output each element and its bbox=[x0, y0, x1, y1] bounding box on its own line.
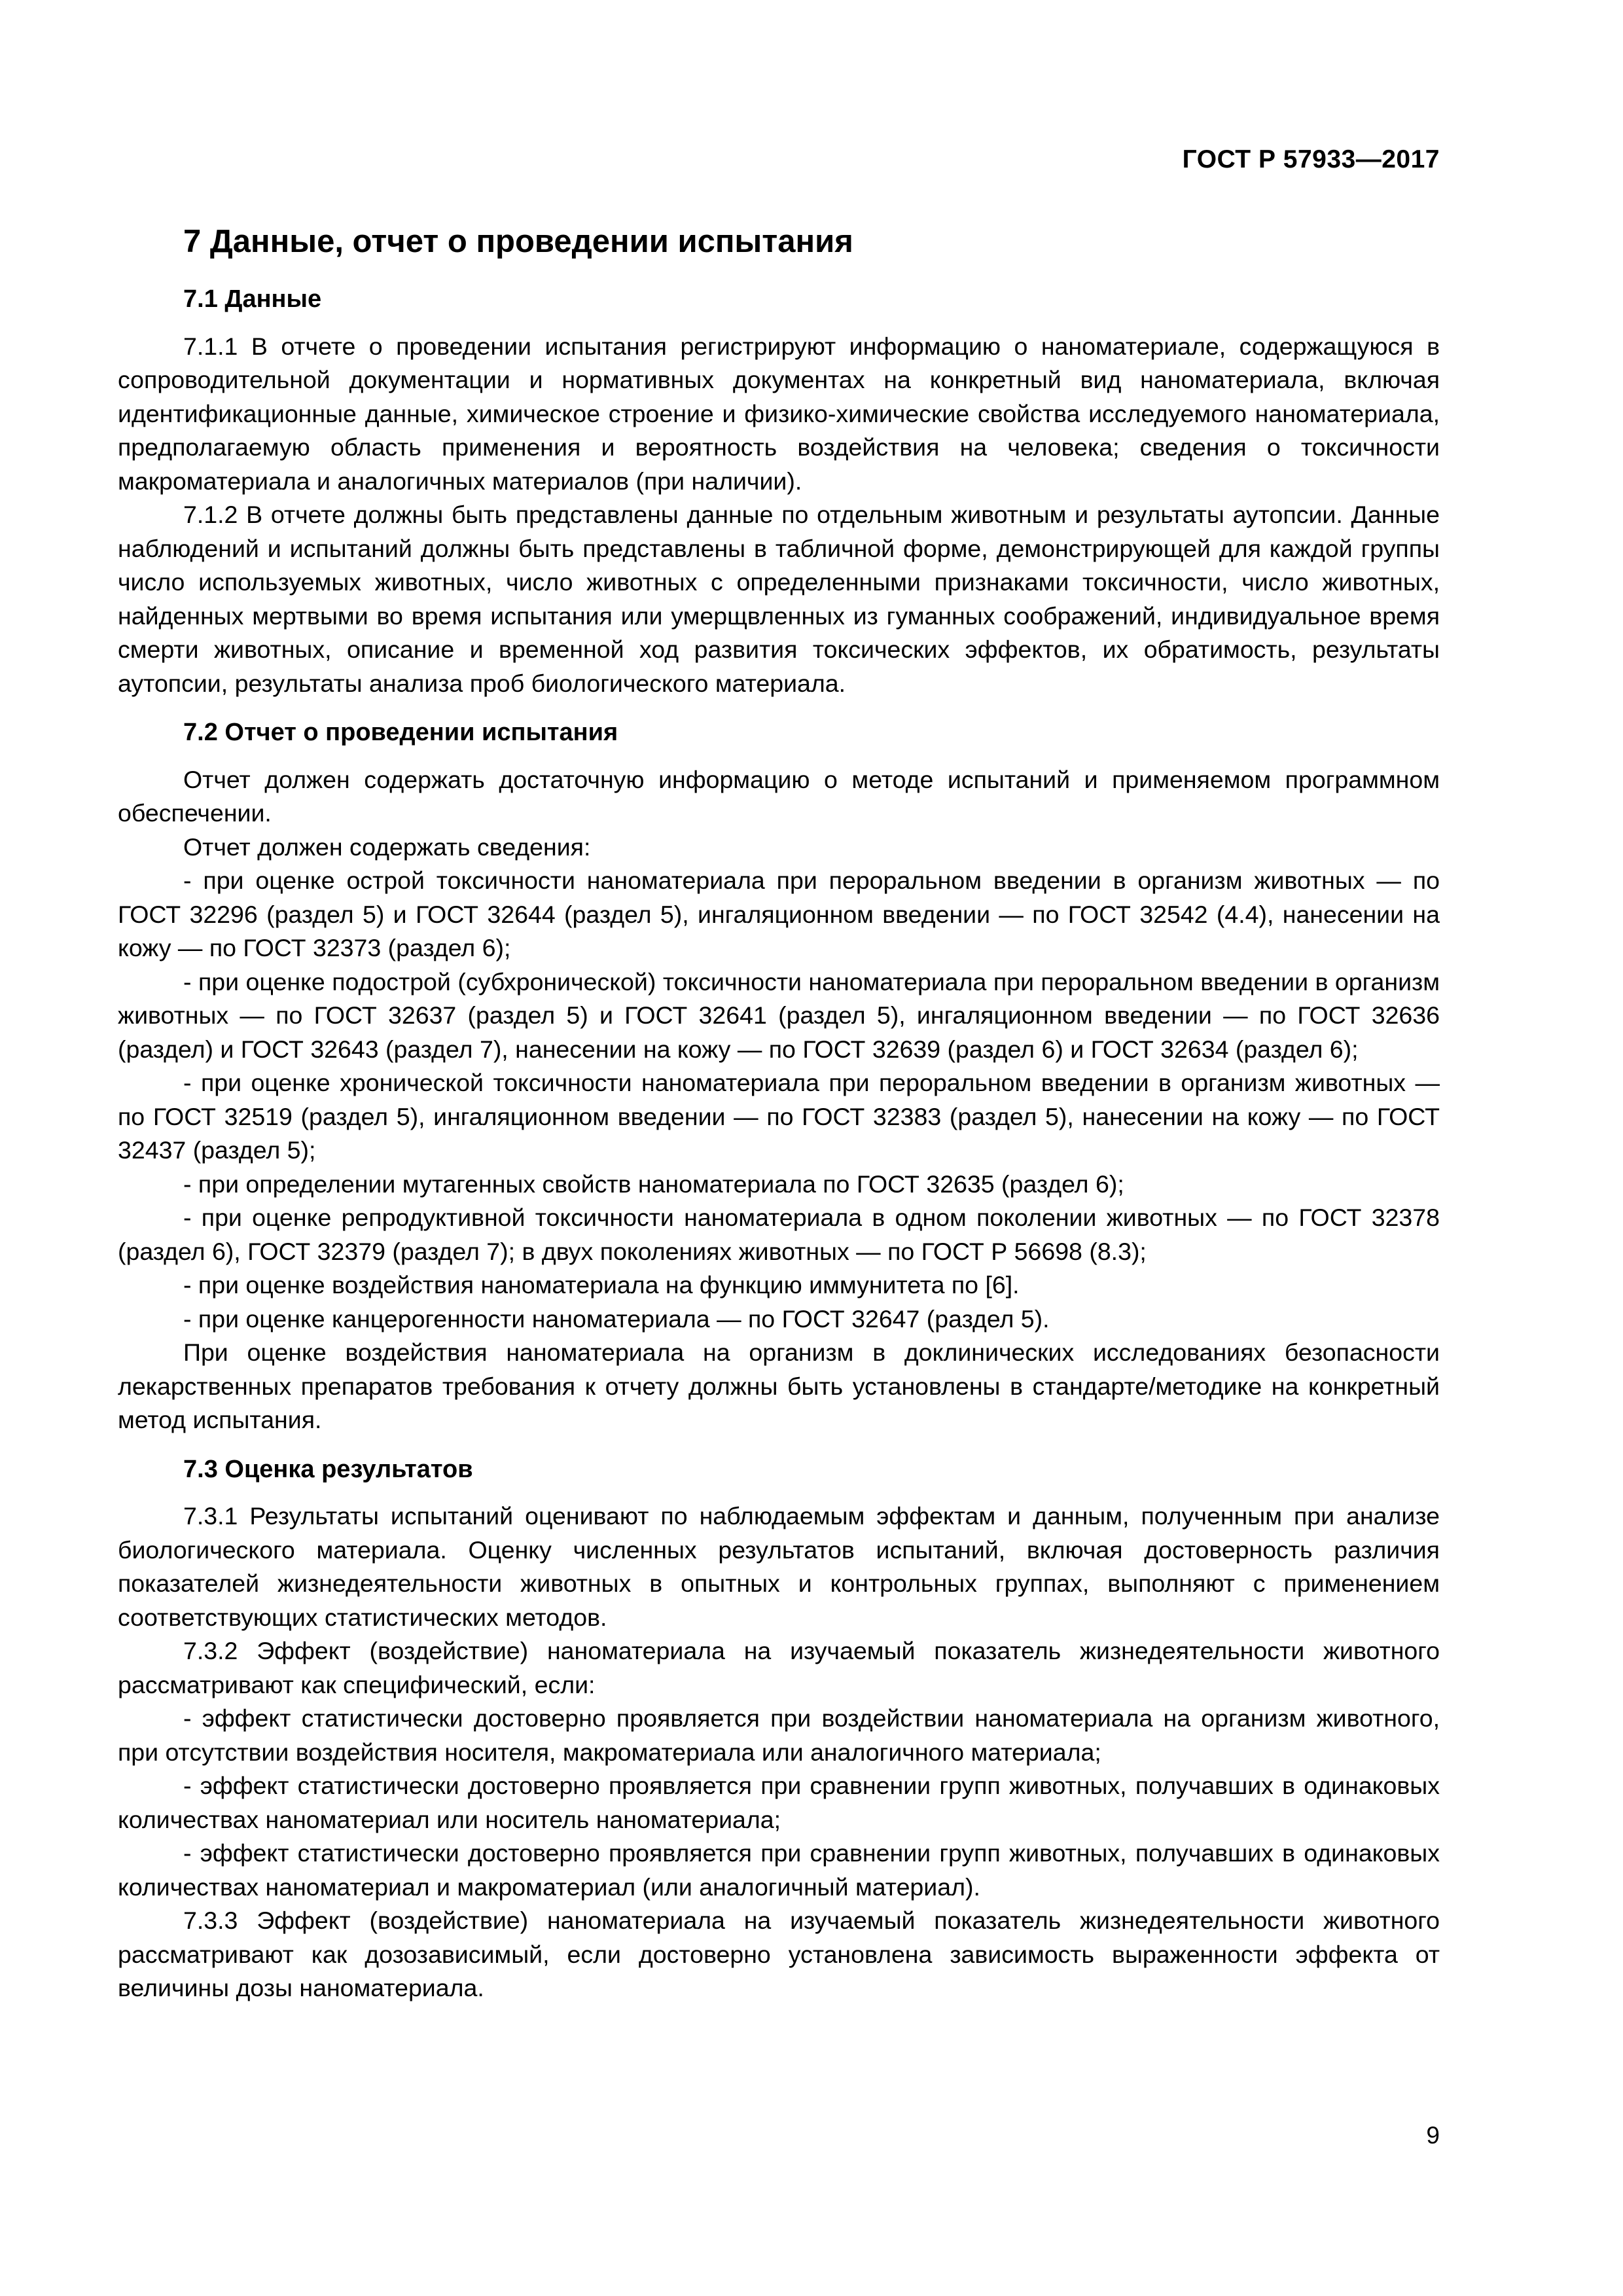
paragraph-7-3-3: 7.3.3 Эффект (воздействие) наноматериала на изучаемый показатель жизнедеятельности животного рассматривают как дозозависимый, если достоверно установлена зависимость выраженности эффекта от величины дозы наноматериала. bbox=[118, 1907, 1440, 2001]
list-item: - при оценке канцерогенности наноматериала — по ГОСТ 32647 (раздел 5). bbox=[183, 1304, 1050, 1333]
paragraph-7-2-intro: Отчет должен содержать достаточную информацию о методе испытаний и применяемом программном обеспечении. bbox=[118, 765, 1440, 827]
paragraph-7-2-list-lead: Отчет должен содержать сведения: bbox=[183, 833, 591, 861]
paragraph-7-3-2: 7.3.2 Эффект (воздействие) наноматериала на изучаемый показатель жизнедеятельности животного рассматривают как специфический, если: bbox=[118, 1637, 1440, 1698]
list-item: - при оценке острой токсичности наноматериала при пероральном введении в организм животных — по ГОСТ 32296 (раздел 5) и ГОСТ 32644 (раздел 5), ингаляционном введении — по ГОСТ 32542 (4.4), нанесении на кожу — по ГОСТ 32373 (раздел 6); bbox=[118, 867, 1440, 961]
subsection-heading-7-2: 7.2 Отчет о проведении испытания bbox=[183, 719, 618, 746]
list-item: - при оценке воздействия наноматериала на функцию иммунитета по [6]. bbox=[183, 1271, 1020, 1299]
document-page bbox=[118, 0, 1440, 2296]
list-item: - эффект статистически достоверно проявляется при воздействии наноматериала на организм животного, при отсутствии воздействия носителя, макроматериала или аналогичного материала; bbox=[118, 1704, 1440, 1766]
paragraph-7-1-1: 7.1.1 В отчете о проведении испытания регистрируют информацию о наноматериале, содержащуюся в сопроводительной документации и нормативных документах на конкретный вид наноматериала, включая идентификационные данные, химическое строение и физико-химические свойства исследуемого наноматериала, предполагаемую область применения и вероятность воздействия на человека; сведения о токсичности макроматериала и аналогичных материалов (при наличии). bbox=[118, 332, 1440, 495]
list-item: - эффект статистически достоверно проявляется при сравнении групп животных, получавших в одинаковых количествах наноматериал или носитель наноматериала; bbox=[118, 1772, 1440, 1833]
list-item: - эффект статистически достоверно проявляется при сравнении групп животных, получавших в одинаковых количествах наноматериал и макроматериал (или аналогичный материал). bbox=[118, 1839, 1440, 1901]
document-code: ГОСТ Р 57933—2017 bbox=[1182, 145, 1440, 173]
section-title: 7 Данные, отчет о проведении испытания bbox=[183, 224, 853, 259]
subsection-heading-7-1: 7.1 Данные bbox=[183, 285, 322, 313]
document-body bbox=[118, 283, 1440, 2005]
paragraph-7-2-closing: При оценке воздействия наноматериала на организм в доклинических исследованиях безопасности лекарственных препаратов требования к отчету должны быть установлены в стандарте/методике на конкретный метод испытания. bbox=[118, 1338, 1440, 1433]
list-item: - при оценке подострой (субхронической) токсичности наноматериала при пероральном введении в организм животных — по ГОСТ 32637 (раздел 5) и ГОСТ 32641 (раздел 5), ингаляционном введении — по ГОСТ 32636 (раздел) и ГОСТ 32643 (раздел 7), нанесении на кожу — по ГОСТ 32639 (раздел 6) и ГОСТ 32634 (раздел 6); bbox=[118, 967, 1440, 1063]
page-number: 9 bbox=[1426, 2122, 1440, 2149]
paragraph-7-1-2: 7.1.2 В отчете должны быть представлены данные по отдельным животным и результаты аутопсии. Данные наблюдений и испытаний должны быть представлены в табличной форме, демонстрирующей для каждой группы число используемых животных, число животных с определенными признаками токсичности, число животных, найденных мертвыми во время испытания или умерщвленных из гуманных соображений, индивидуальное время смерти животных, описание и временной ход развития токсических эффектов, их обратимость, результаты аутопсии, результаты анализа проб биологического материала. bbox=[118, 501, 1440, 697]
subsection-heading-7-3: 7.3 Оценка результатов bbox=[183, 1455, 473, 1483]
list-item: - при оценке репродуктивной токсичности наноматериала в одном поколении животных — по ГОСТ 32378 (раздел 6), ГОСТ 32379 (раздел 7); в двух поколениях животных — по ГОСТ Р 56698 (8.3); bbox=[118, 1204, 1440, 1265]
list-item: - при определении мутагенных свойств наноматериала по ГОСТ 32635 (раздел 6); bbox=[183, 1170, 1124, 1198]
paragraph-7-3-1: 7.3.1 Результаты испытаний оценивают по наблюдаемым эффектам и данным, полученным при анализе биологического материала. Оценку численных результатов испытаний, включая достоверность различия показателей жизнедеятельности животных в опытных и контрольных группах, выполняют с применением соответствующих статистических методов. bbox=[118, 1502, 1440, 1631]
list-item: - при оценке хронической токсичности наноматериала при пероральном введении в организм животных — по ГОСТ 32519 (раздел 5), ингаляционном введении — по ГОСТ 32383 (раздел 5), нанесении на кожу — по ГОСТ 32437 (раздел 5); bbox=[118, 1069, 1440, 1164]
